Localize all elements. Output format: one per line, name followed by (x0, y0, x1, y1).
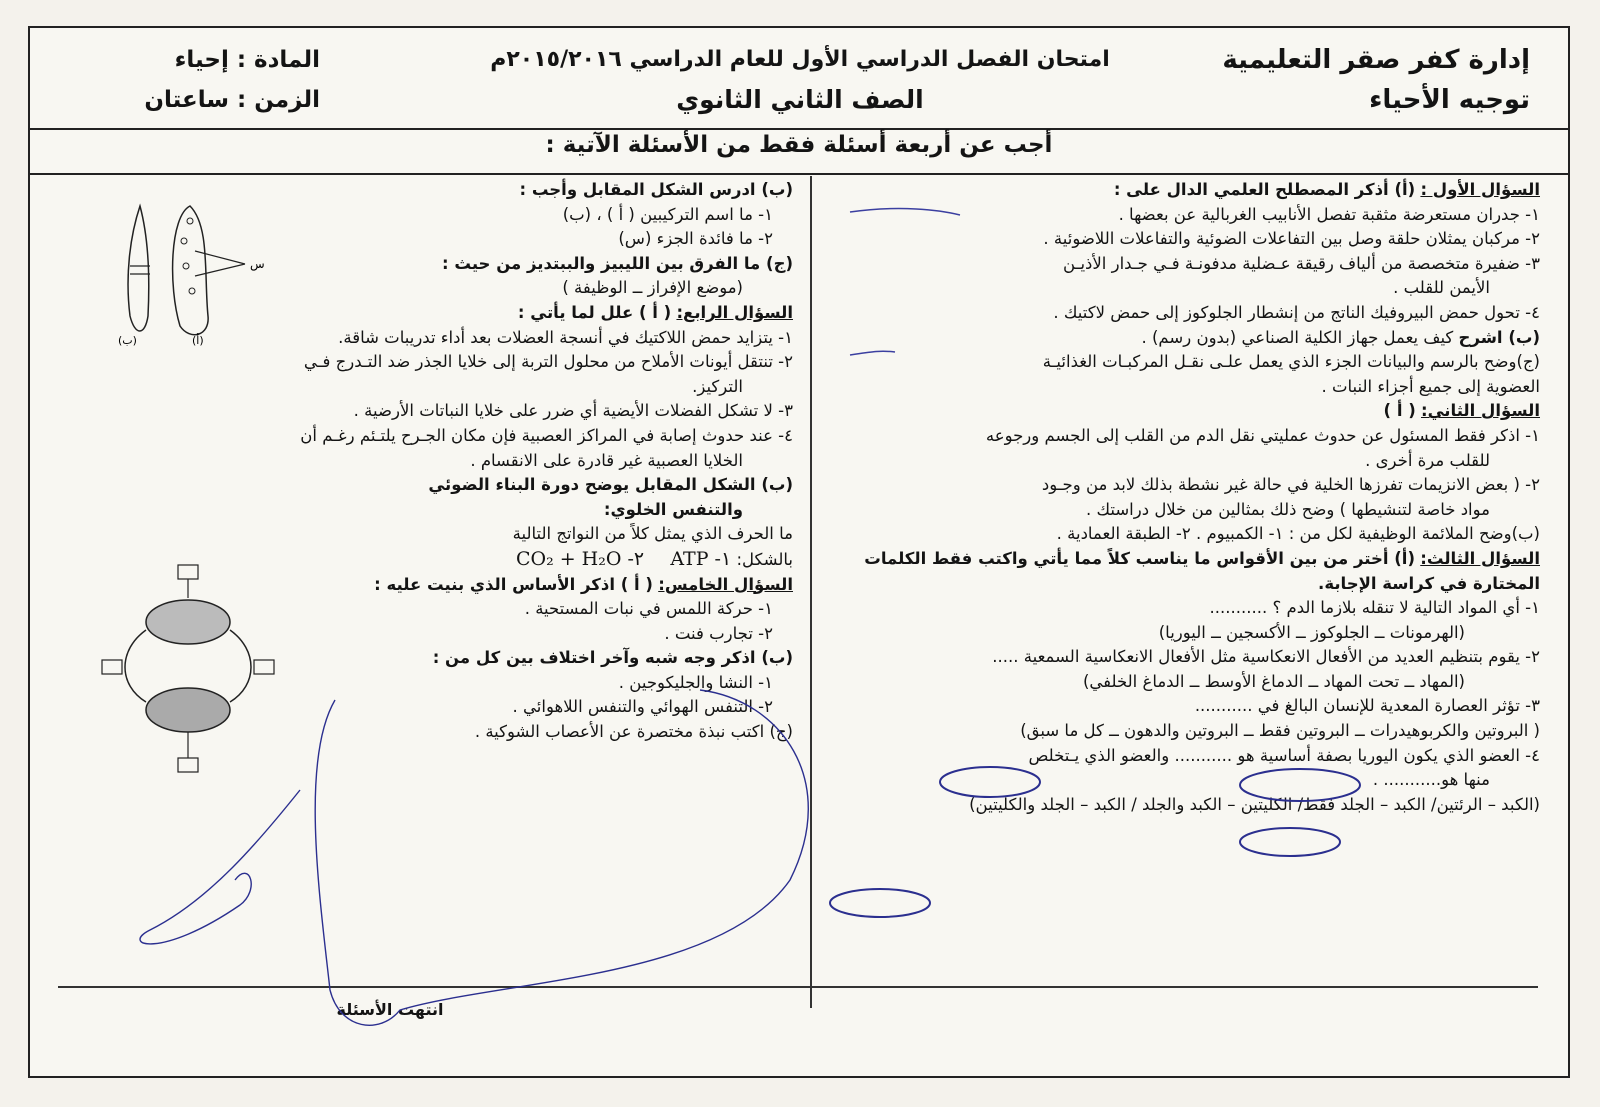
exam-duration: الزمن : ساعتان (144, 87, 320, 113)
q1-item: ٤- تحول حمض البيروفيك الناتج من إنشطار الجلوكوز إلى حمض لاكتيك . (1053, 302, 1540, 322)
q1-c-line: (ج)وضح بالرسم والبيانات الجزء الذي يعمل علـى نقـل المركبـات الغذائيـة (1042, 352, 1540, 372)
q3-item: ٣- تؤثر العصارة المعدية للإنسان البالغ في ........... (1194, 696, 1540, 716)
structure-a-dot (181, 238, 187, 244)
q3-a-label-cont: المختارة في كراسة الإجابة. (1318, 573, 1540, 593)
figure-label-b: (ب) (118, 334, 137, 346)
label-pointer-s (195, 251, 245, 264)
department-name: توجيه الأحياء (1369, 85, 1530, 115)
grade-level: الصف الثاني الثانوي (676, 85, 924, 114)
footer-rule (58, 986, 1538, 988)
q3c-label: (ج) ما الفرق بين الليبيز والببتديز من حيث : (442, 253, 793, 273)
column-divider (810, 176, 812, 1008)
cycle-box-left (102, 660, 122, 674)
cycle-box-top (178, 565, 198, 579)
q3-options: (الكبد – الرئتين/ الكبد – الجلد فقط/ الكليتين – الكبد والجلد / الكبد – الجلد والكليتين) (969, 794, 1540, 814)
phloem-structures-figure (100, 196, 270, 346)
q5-a-label: ( أ ) اذكر الأساس الذي بنيت عليه : (374, 574, 653, 594)
q5-b-item: ٢- التنفس الهوائي والتنفس اللاهوائي . (512, 697, 773, 717)
q5-heading: السؤال الخامس: (658, 574, 793, 594)
q3b-item: ٢- ما فائدة الجزء (س) (618, 229, 773, 249)
q1-a-label: (أ) أذكر المصطلح العلمي الدال على : (1113, 180, 1416, 199)
q5-item: ١- حركة اللمس في نبات المستحية . (524, 599, 773, 619)
q4-b-text: ما الحرف الذي يمثل كلاً من النواتج التالية (512, 524, 793, 544)
header-directorate (1200, 40, 1530, 120)
q5-b-item: ١- النشا والجليكوجين . (618, 672, 773, 692)
q1-c-line: العضوية إلى جميع أجزاء النبات . (1321, 376, 1540, 396)
q4-heading: السؤال الرابع: (676, 302, 793, 322)
q4-a-label: ( أ ) علل لما يأتي : (517, 302, 672, 322)
q3-item: ٤- العضو الذي يكون اليوريا بصفة أساسية هو ........... والعضو الذي يـتخلص (1028, 745, 1540, 765)
q3-heading: السؤال الثالث: (1420, 548, 1540, 568)
q1-item-cont: الأيمن للقلب . (1393, 278, 1490, 298)
structure-b-outline (128, 206, 149, 331)
q2-item: ٢- ( بعض الانزيمات تفرزها الخلية في حالة غير نشطة بذلك لابد من وجـود (1041, 475, 1540, 495)
q3-item: ١- أي المواد التالية لا تنقله بلازما الدم ؟ ........... (1209, 598, 1540, 618)
structure-a-dot (187, 218, 193, 224)
q3b-item: ١- ما اسم التركيبين ( أ ) ، (ب) (562, 204, 773, 224)
mitochondrion-icon (146, 688, 230, 732)
q3-item-cont: منها هو........... . (1372, 770, 1490, 790)
header-exam-title (410, 40, 1190, 120)
q2-b-line: (ب)وضح الملائمة الوظيفية لكل من : ١- الكمبيوم . ٢- الطبقة العمادية . (1056, 524, 1540, 544)
q2-heading: السؤال الثاني: (1421, 401, 1540, 421)
q1-item: ١- جدران مستعرضة مثقبة تفصل الأنابيب الغربالية عن بعضها . (1118, 204, 1540, 224)
exam-header (30, 28, 1568, 130)
cycle-arc-left (125, 630, 146, 702)
q1-b-text: كيف يعمل جهاز الكلية الصناعي (بدون رسم) . (1141, 327, 1454, 347)
cycle-box-bottom (178, 758, 198, 772)
q2-a-label: ( أ ) (1383, 401, 1416, 421)
q3b-label: (ب) ادرس الشكل المقابل وأجب : (519, 180, 793, 199)
cycle-arc-right (230, 630, 251, 702)
q3-options: (المهاد ــ تحت المهاد ــ الدماغ الأوسط ــ الدماغ الخلفي) (1082, 671, 1465, 691)
q4-b-opt: ٢- CO₂ + H₂O (515, 547, 645, 570)
chloroplast-icon (146, 600, 230, 644)
header-subject (120, 40, 320, 120)
q5-b-label: (ب) اذكر وجه شبه وآخر اختلاف بين كل من : (432, 648, 793, 668)
directorate-name: إدارة كفر صقر التعليمية (1222, 45, 1530, 75)
q2-item-cont: للقلب مرة أخرى . (1365, 450, 1490, 470)
q1-heading: السؤال الأول : (1420, 180, 1540, 199)
exam-instruction: أجب عن أربعة أسئلة فقط من الأسئلة الآتية : (545, 132, 1053, 158)
photosynthesis-respiration-cycle-figure (98, 560, 278, 790)
figure-label-a: (أ) (192, 334, 204, 346)
q4-b-opt: ١- ATP (670, 547, 732, 570)
q4-b-label-cont: والتنفس الخلوي: (603, 499, 743, 519)
q5-c-label: (ج) اكتب نبذة مختصرة عن الأعصاب الشوكية . (474, 722, 793, 742)
q1-item: ٢- مركبان يمثلان حلقة وصل بين التفاعلات الضوئية والتفاعلات اللاضوئية . (1043, 229, 1540, 249)
instruction-divider (30, 173, 1568, 175)
cycle-box-right (254, 660, 274, 674)
structure-a-dot (183, 263, 189, 269)
label-pointer-s (195, 264, 245, 276)
q2-item: ١- اذكر فقط المسئول عن حدوث عمليتي نقل الدم من القلب إلى الجسم ورجوعه (985, 425, 1540, 445)
q4-item-cont: التركيز. (692, 376, 743, 396)
q3-options: ( البروتين والكربوهيدرات ــ البروتين فقط ــ البروتين والدهون ــ كل ما سبق) (1020, 721, 1540, 741)
q4-item: ٢- تنتقل أيونات الأملاح من محلول التربة إلى خلايا الجذر ضد التـدرج فـي (303, 352, 793, 372)
q5-item: ٢- تجارب فنت . (664, 623, 773, 643)
exam-title: امتحان الفصل الدراسي الأول للعام الدراسي ٢٠١٥/٢٠١٦م (490, 47, 1110, 72)
right-column (830, 178, 1540, 817)
figure-label-s: س (250, 257, 265, 271)
q4-item-cont: الخلايا العصبية غير قادرة على الانقسام . (470, 450, 743, 470)
q4-b-label: (ب) الشكل المقابل يوضح دورة البناء الضوئي (428, 475, 793, 495)
q1-item: ٣- ضفيرة متخصصة من ألياف رقيقة عـضلية مدفونـة فـي جـدار الأذيـن (1063, 253, 1540, 273)
q1-b-label: (ب) اشرح (1458, 327, 1540, 347)
q4-item: ٣- لا تشكل الفضلات الأيضية أي ضرر على خلايا النباتات الأرضية . (353, 401, 793, 421)
structure-a-outline (173, 206, 209, 335)
subject-name: المادة : إحياء (174, 47, 320, 73)
q2-item-cont: مواد خاصة لتنشيطها ) وضح ذلك بمثالين من خلال دراستك . (1085, 499, 1490, 519)
structure-a-dot (189, 288, 195, 294)
exam-sheet (28, 26, 1570, 1078)
q3-a-label: (أ) أختر من بين الأقواس ما يناسب كلاً مما يأتي واكتب فقط الكلمات (864, 548, 1415, 568)
exam-end-note: انتهت الأسئلة (336, 1000, 444, 1019)
q4-item: ٤- عند حدوث إصابة في المراكز العصبية فإن مكان الجـرح يلتـئم رغـم أن (300, 425, 793, 445)
q3-item: ٢- يقوم بتنظيم العديد من الأفعال الانعكاسية مثل الأفعال الانعكاسية السمعية ..... (992, 647, 1540, 667)
q3-options: (الهرمونات ــ الجلوكوز ــ الأكسجين ــ اليوريا) (1158, 622, 1465, 642)
q4-item: ١- يتزايد حمض اللاكتيك في أنسجة العضلات بعد أداء تدريبات شاقة. (338, 327, 793, 347)
q3c-sub: (موضع الإفراز ــ الوظيفة ) (562, 278, 743, 298)
q4-b-text-cont: بالشكل: (736, 549, 793, 569)
